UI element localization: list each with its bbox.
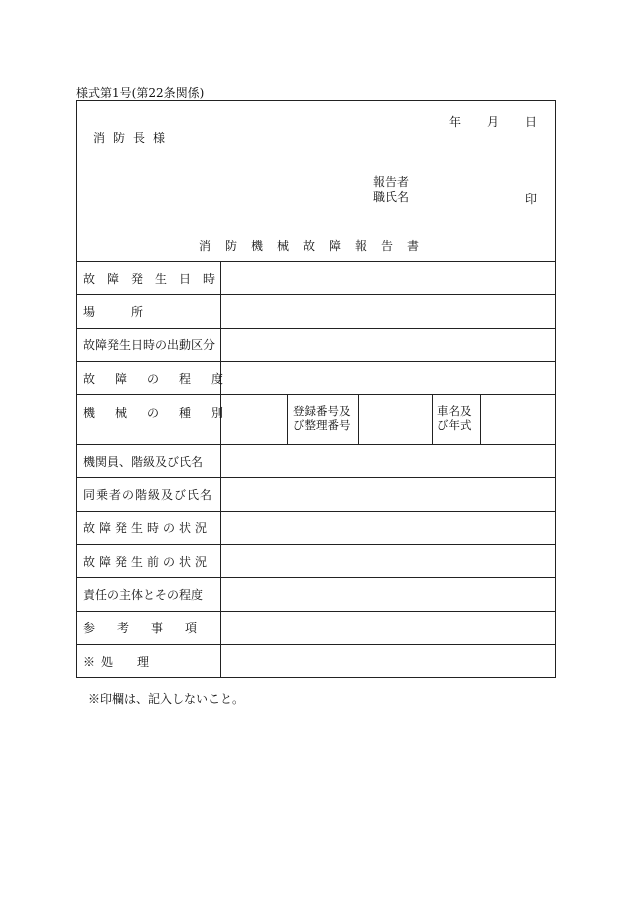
car-name-year-field[interactable] (481, 395, 555, 444)
row-label (77, 578, 221, 610)
row-label (77, 329, 221, 361)
row-label (77, 395, 244, 444)
form-row-failure-datetime (77, 262, 555, 295)
form-row-passenger (77, 478, 555, 511)
car-header-line1: 車名及 (437, 404, 472, 419)
row-label-text: 故障発生日時の出動区分 (83, 338, 216, 353)
dispatch-category-field[interactable] (221, 329, 555, 361)
document-title: 消防機械故障報告書 (198, 239, 433, 253)
month-label: 月 (486, 115, 499, 129)
car-header-line2: び年式 (437, 418, 472, 433)
registration-number-field[interactable] (359, 395, 433, 444)
day-label: 日 (524, 115, 537, 129)
situation-before-failure-field[interactable] (221, 545, 555, 577)
seal-mark: 印 (524, 192, 537, 206)
row-label (77, 295, 221, 327)
failure-degree-field[interactable] (221, 362, 555, 394)
reporter-label: 報告者 (373, 175, 410, 189)
report-form (76, 100, 556, 678)
row-label (77, 645, 221, 678)
form-row-situation-at-failure (77, 512, 555, 545)
row-label-text: 同乗者の階級及び氏名 (83, 488, 214, 503)
addressee: 消防長様 (93, 131, 174, 145)
form-row-dispatch-category (77, 329, 555, 362)
row-label (77, 612, 221, 644)
row-label (77, 362, 244, 394)
situation-at-failure-field[interactable] (221, 512, 555, 544)
car-name-year-header (433, 395, 481, 444)
row-label-text: 参考事項 (83, 621, 220, 636)
row-label (77, 478, 221, 510)
row-label (77, 512, 221, 544)
form-row-location (77, 295, 555, 328)
row-label-text: ※処 理 (83, 655, 156, 670)
reference-field[interactable] (221, 612, 555, 644)
row-label-text: 故障発生日時 (83, 271, 228, 286)
year-label: 年 (448, 115, 461, 129)
machine-type-field[interactable] (221, 395, 288, 444)
registration-header-line2: び整理番号 (293, 418, 351, 433)
form-row-responsibility (77, 578, 555, 611)
row-label-text: 故障の程度 (83, 371, 244, 386)
form-row-situation-before-failure (77, 545, 555, 578)
machine-type-cells (221, 395, 555, 444)
form-header (77, 101, 555, 262)
row-label-text: 機関員、階級及び氏名 (83, 454, 204, 469)
row-label-text: 故障発生時の状況 (83, 521, 212, 536)
row-label (77, 545, 221, 577)
location-field[interactable] (221, 295, 555, 327)
passenger-field[interactable] (221, 478, 555, 510)
reporter-block (373, 175, 409, 205)
operator-field[interactable] (221, 445, 555, 477)
form-row-disposition (77, 645, 555, 678)
form-row-failure-degree (77, 362, 555, 395)
row-label (77, 262, 228, 294)
responsibility-field[interactable] (221, 578, 555, 610)
row-label (77, 445, 221, 477)
form-row-operator (77, 445, 555, 478)
footnote: ※印欄は、記入しないこと。 (88, 692, 245, 706)
row-label-text: 責任の主体とその程度 (83, 588, 204, 603)
registration-header-line1: 登録番号及 (293, 404, 351, 419)
row-label-text: 機械の種別 (83, 406, 244, 421)
date-line (449, 113, 537, 130)
form-row-reference (77, 612, 555, 645)
row-label-text: 故障発生前の状況 (83, 554, 212, 569)
failure-datetime-field[interactable] (221, 262, 555, 294)
position-name-label: 職氏名 (373, 190, 410, 204)
row-label-text: 場所 (83, 304, 180, 319)
form-row-machine-type (77, 395, 555, 445)
registration-number-header (288, 395, 359, 444)
form-caption: 様式第1号(第22条関係) (76, 86, 205, 100)
disposition-field[interactable] (221, 645, 555, 678)
